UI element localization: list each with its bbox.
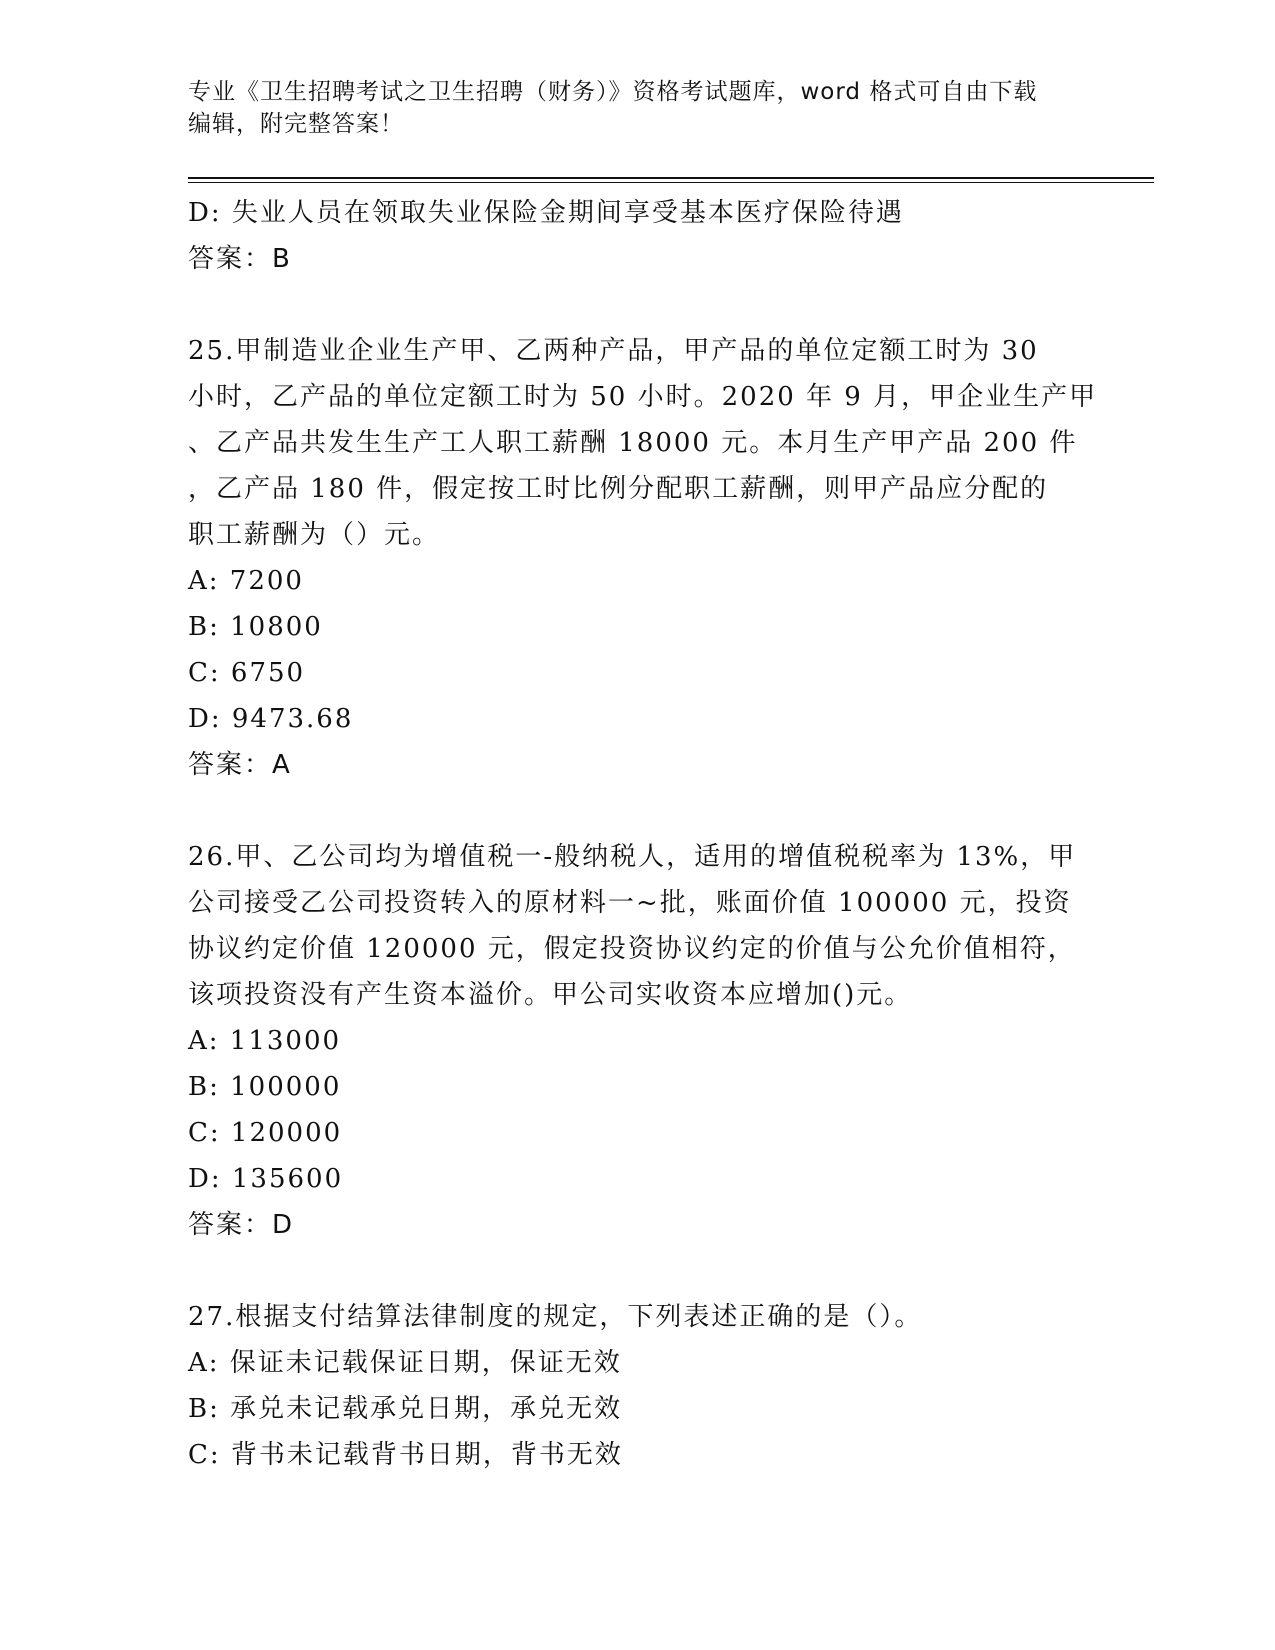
spacer [188, 1248, 1088, 1294]
question-26-line: 该项投资没有产生资本溢价。甲公司实收资本应增加()元。 [188, 980, 913, 1010]
prev-question-answer: 答案：B [188, 244, 292, 274]
header-rule-thin [188, 182, 1154, 183]
header-rule-thick [188, 177, 1154, 179]
question-25-line: 职工薪酬为（）元。 [188, 520, 441, 550]
question-26 [188, 834, 1088, 1248]
question-25 [188, 328, 1098, 788]
header-line-2: 编辑，附完整答案！ [188, 111, 404, 137]
question-26-option-b: B: 100000 [188, 1072, 342, 1102]
question-25-line: 25.甲制造业企业生产甲、乙两种产品，甲产品的单位定额工时为 30 [188, 336, 1039, 366]
question-26-option-d: D: 135600 [188, 1164, 344, 1194]
question-26-line: 公司接受乙公司投资转入的原材料一~批，账面价值 100000 元，投资 [188, 888, 1072, 918]
question-25-line: ，乙产品 180 件，假定按工时比例分配职工薪酬，则甲产品应分配的 [188, 474, 1049, 504]
question-27 [188, 1294, 1088, 1478]
question-27-line: 27.根据支付结算法律制度的规定，下列表述正确的是（）。 [188, 1302, 923, 1332]
question-26-line: 26.甲、乙公司均为增值税一-般纳税人，适用的增值税税率为 13%，甲 [188, 842, 1077, 872]
prev-question-option-d: D: 失业人员在领取失业保险金期间享受基本医疗保险待遇 [188, 198, 904, 228]
spacer [188, 788, 1088, 834]
spacer [188, 282, 1088, 328]
question-26-line: 协议约定价值 120000 元，假定投资协议约定的价值与公允价值相符， [188, 934, 1076, 964]
question-26-answer: 答案：D [188, 1210, 295, 1240]
question-27-option-b: B: 承兑未记载承兑日期，承兑无效 [188, 1394, 623, 1424]
document-body [188, 190, 1098, 1478]
question-25-option-a: A: 7200 [188, 566, 304, 596]
question-27-option-a: A: 保证未记载保证日期，保证无效 [188, 1348, 622, 1378]
question-25-line: 、乙产品共发生生产工人职工薪酬 18000 元。本月生产甲产品 200 件 [188, 428, 1078, 458]
question-25-option-d: D: 9473.68 [188, 704, 354, 734]
question-26-option-c: C: 120000 [188, 1118, 343, 1148]
header-line-1: 专业《卫生招聘考试之卫生招聘（财务）》资格考试题库，word 格式可自由下载 [188, 79, 1038, 105]
question-25-answer: 答案：A [188, 750, 292, 780]
question-25-option-b: B: 10800 [188, 612, 323, 642]
question-26-option-a: A: 113000 [188, 1026, 342, 1056]
question-27-option-c: C: 背书未记载背书日期，背书无效 [188, 1440, 623, 1470]
document-header [188, 76, 1088, 140]
question-25-option-c: C: 6750 [188, 658, 306, 688]
question-25-line: 小时，乙产品的单位定额工时为 50 小时。2020 年 9 月，甲企业生产甲 [188, 382, 1098, 412]
